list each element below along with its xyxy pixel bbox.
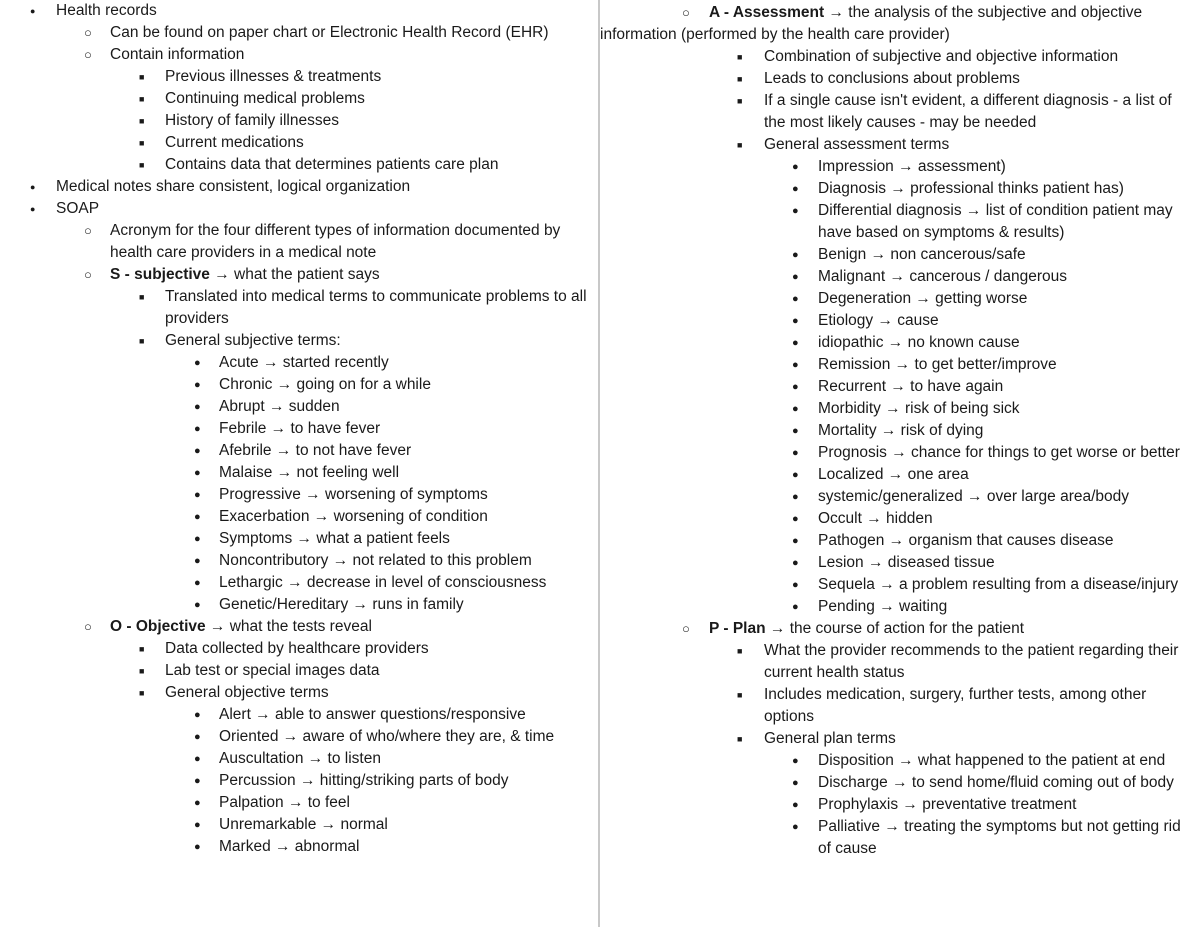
list-item-text [709,618,1192,640]
bullet-icon: ● [194,555,201,567]
list-item-text: History of family illnesses [165,112,339,129]
list-item-text: Alert → able to answer questions/responsive [219,706,526,723]
bullet-icon: ● [194,533,201,545]
list-item-text: Malaise → not feeling well [219,464,400,481]
list-item [0,572,598,594]
bullet-icon: ● [194,841,201,853]
list-item-text: Combination of subjective and objective information [764,48,1119,65]
bullet-icon: ● [792,425,799,437]
list-item [600,552,1200,574]
list-item-text: Unremarkable → normal [219,816,388,833]
list-item-text: SOAP [56,200,100,217]
bullet-icon: ■ [737,734,743,744]
bullet-icon: ● [194,775,201,787]
list-item [600,288,1200,310]
list-item-text: Lab test or special images data [165,662,380,679]
bullet-icon: ■ [737,140,743,150]
list-item [600,794,1200,816]
list-item [600,2,1200,46]
bullet-icon: ● [792,469,799,481]
list-item-text: Remission → to get better/improve [818,356,1057,373]
list-item [0,748,598,770]
bullet-icon: ● [792,359,799,371]
list-item [600,354,1200,376]
list-item-text: Abrupt → sudden [219,398,340,415]
list-item-text: Chronic → going on for a while [219,376,431,393]
section-description: → what the patient says [209,266,380,283]
list-item [0,22,598,44]
bullet-icon: ● [194,577,201,589]
bullet-icon: ● [792,205,799,217]
list-item [600,46,1200,68]
list-item [600,266,1200,288]
list-item-text: Acute → started recently [219,354,389,371]
bullet-icon: ● [792,513,799,525]
list-item-text: What the provider recommends to the patient regarding their current health status [764,642,1179,681]
list-item-text: Pathogen → organism that causes disease [818,532,1114,549]
bullet-icon: ■ [737,52,743,62]
list-item [600,640,1200,684]
bullet-icon: ● [194,489,201,501]
list-item-text: Data collected by healthcare providers [165,640,429,657]
list-item-text: Includes medication, surgery, further tests, among other options [764,686,1147,725]
list-item [0,220,598,264]
list-item-text: General objective terms [165,684,329,701]
list-item [0,528,598,550]
list-item-text: Palliative → treating the symptoms but not getting rid of cause [818,818,1181,857]
list-item-text: Prophylaxis → preventative treatment [818,796,1077,813]
list-item [0,132,598,154]
bullet-icon: ● [194,599,201,611]
bullet-icon: ● [194,423,201,435]
list-item-text: Diagnosis → professional thinks patient has) [818,180,1124,197]
section-description: → the analysis of the subjective and objective information (performed by the health care provider) [600,4,1143,43]
bullet-icon: ● [792,161,799,173]
list-item-text: Continuing medical problems [165,90,365,107]
bullet-icon: ● [792,799,799,811]
bullet-icon: ● [792,403,799,415]
section-heading: P - Plan [709,620,766,637]
list-item-text: idiopathic → no known cause [818,334,1020,351]
bullet-icon: ● [194,511,201,523]
bullet-icon: ● [792,183,799,195]
list-item [600,310,1200,332]
bullet-icon: ■ [139,336,145,346]
list-item [0,352,598,374]
list-item [600,772,1200,794]
list-item-text: General plan terms [764,730,896,747]
list-item-text: Percussion → hitting/striking parts of body [219,772,509,789]
bullet-icon: ● [792,491,799,503]
list-item [0,484,598,506]
list-item-text: Contains data that determines patients care plan [165,156,499,173]
list-item-text: Discharge → to send home/fluid coming out of body [818,774,1174,791]
list-item [600,530,1200,552]
bullet-icon: ● [792,755,799,767]
list-item-text: Acronym for the four different types of information documented by health care providers in a medical note [110,222,561,261]
bullet-icon: ● [194,731,201,743]
list-item [600,376,1200,398]
bullet-icon: ● [792,579,799,591]
list-item [0,682,598,704]
list-item-text: Degeneration → getting worse [818,290,1028,307]
bullet-icon: ● [30,6,36,16]
bullet-icon: ● [194,709,201,721]
list-item-text: Can be found on paper chart or Electronic Health Record (EHR) [110,24,549,41]
list-item [600,134,1200,156]
list-item-text: General assessment terms [764,136,950,153]
list-item [0,770,598,792]
list-item [0,198,598,220]
list-item [0,374,598,396]
bullet-icon: ■ [737,96,743,106]
list-item [600,332,1200,354]
list-item-text: Auscultation → to listen [219,750,381,767]
bullet-icon: ○ [84,619,92,634]
list-item [0,616,598,638]
bullet-icon: ● [792,315,799,327]
bullet-icon: ● [792,381,799,393]
bullet-icon: ■ [139,292,145,302]
list-item-text: Afebrile → to not have fever [219,442,412,459]
list-item-text: If a single cause isn't evident, a different diagnosis - a list of the most likely causes - may be needed [764,92,1172,131]
list-item-text: Malignant → cancerous / dangerous [818,268,1068,285]
list-item-text: Impression → assessment) [818,158,1006,175]
list-item [0,440,598,462]
bullet-icon: ● [194,819,201,831]
list-item-text: Pending → waiting [818,598,948,615]
list-item [600,200,1200,244]
left-column [0,0,598,858]
bullet-icon: ● [792,271,799,283]
bullet-icon: ● [792,777,799,789]
bullet-icon: ● [194,753,201,765]
bullet-icon: ● [792,557,799,569]
list-item [600,508,1200,530]
list-item-text: Marked → abnormal [219,838,360,855]
list-item [0,264,598,286]
bullet-icon: ■ [139,688,145,698]
section-description: → what the tests reveal [205,618,372,635]
list-item-text: Differential diagnosis → list of condition patient may have based on symptoms & results) [818,202,1173,241]
list-item [0,660,598,682]
bullet-icon: ● [194,797,201,809]
bullet-icon: ● [194,445,201,457]
list-item [0,154,598,176]
list-item-text: Prognosis → chance for things to get worse or better [818,444,1180,461]
list-item-text: Medical notes share consistent, logical organization [56,178,411,195]
bullet-icon: ○ [84,25,92,40]
list-item-text: Contain information [110,46,245,63]
list-item [0,66,598,88]
section-description: → the course of action for the patient [765,620,1025,637]
list-item-text: General subjective terms: [165,332,341,349]
list-item [0,0,598,22]
list-item-text: Recurrent → to have again [818,378,1004,395]
list-item [600,816,1200,860]
bullet-icon: ● [30,204,36,214]
list-item-text: Etiology → cause [818,312,939,329]
list-item-text: Febrile → to have fever [219,420,381,437]
list-item [600,68,1200,90]
bullet-icon: ● [792,447,799,459]
list-item [600,90,1200,134]
list-item [0,396,598,418]
bullet-icon: ■ [139,666,145,676]
bullet-icon: ■ [737,690,743,700]
bullet-icon: ■ [139,138,145,148]
bullet-icon: ○ [84,223,92,238]
bullet-icon: ● [792,821,799,833]
bullet-icon: ○ [84,267,92,282]
list-item-text: Benign → non cancerous/safe [818,246,1026,263]
list-item [600,420,1200,442]
list-item [600,398,1200,420]
list-item-text: Sequela → a problem resulting from a disease/injury [818,576,1179,593]
list-item-text: Previous illnesses & treatments [165,68,382,85]
list-item-text [110,264,594,286]
section-heading: O - Objective [110,618,206,635]
list-item-text: Morbidity → risk of being sick [818,400,1020,417]
list-item-text: Mortality → risk of dying [818,422,984,439]
list-item [0,594,598,616]
list-item [600,574,1200,596]
list-item [0,330,598,352]
section-heading: S - subjective [110,266,210,283]
list-item-text: Health records [56,2,157,19]
list-item [0,792,598,814]
list-item-text: Exacerbation → worsening of condition [219,508,488,525]
bullet-icon: ■ [737,646,743,656]
list-item-text: Localized → one area [818,466,969,483]
list-item [0,418,598,440]
bullet-icon: ■ [139,72,145,82]
list-item [0,176,598,198]
bullet-icon: ● [194,401,201,413]
bullet-icon: ● [792,535,799,547]
bullet-icon: ○ [682,621,690,636]
bullet-icon: ○ [682,5,690,20]
list-item [600,156,1200,178]
list-item [600,244,1200,266]
list-item-text: Occult → hidden [818,510,933,527]
bullet-icon: ● [792,249,799,261]
list-item-text: Lethargic → decrease in level of consciousness [219,574,547,591]
list-item [600,596,1200,618]
section-heading: A - Assessment [709,4,825,21]
list-item [600,728,1200,750]
right-column [600,0,1200,860]
list-item-text: Translated into medical terms to communicate problems to all providers [165,288,587,327]
list-item-text: Genetic/Hereditary → runs in family [219,596,464,613]
bullet-icon: ■ [139,160,145,170]
list-item [600,178,1200,200]
list-item-text: Progressive → worsening of symptoms [219,486,488,503]
bullet-icon: ● [30,182,36,192]
list-item-text: Leads to conclusions about problems [764,70,1020,87]
list-item [0,506,598,528]
bullet-icon: ■ [737,74,743,84]
list-item [0,836,598,858]
bullet-icon: ● [194,357,201,369]
list-item-text [110,616,594,638]
list-item-text: Oriented → aware of who/where they are, & time [219,728,555,745]
list-item-text: Noncontributory → not related to this problem [219,552,532,569]
list-item [0,462,598,484]
list-item-text: Symptoms → what a patient feels [219,530,450,547]
list-item [0,814,598,836]
bullet-icon: ■ [139,116,145,126]
list-item-text: Current medications [165,134,304,151]
list-item [0,726,598,748]
list-item [600,486,1200,508]
list-item [600,684,1200,728]
list-item [600,750,1200,772]
list-item [0,704,598,726]
list-item-text: Lesion → diseased tissue [818,554,995,571]
list-item [0,286,598,330]
bullet-icon: ● [792,601,799,613]
list-item [600,618,1200,640]
list-item-text: systemic/generalized → over large area/body [818,488,1130,505]
list-item [0,110,598,132]
bullet-icon: ○ [84,47,92,62]
bullet-icon: ● [792,293,799,305]
list-item [600,464,1200,486]
bullet-icon: ● [194,379,201,391]
bullet-icon: ■ [139,94,145,104]
list-item [0,88,598,110]
list-item [0,550,598,572]
list-item [600,442,1200,464]
list-item [0,638,598,660]
bullet-icon: ■ [139,644,145,654]
list-item-text: Palpation → to feel [219,794,350,811]
list-item [0,44,598,66]
bullet-icon: ● [194,467,201,479]
bullet-icon: ● [792,337,799,349]
list-item-text: Disposition → what happened to the patient at end [818,752,1166,769]
